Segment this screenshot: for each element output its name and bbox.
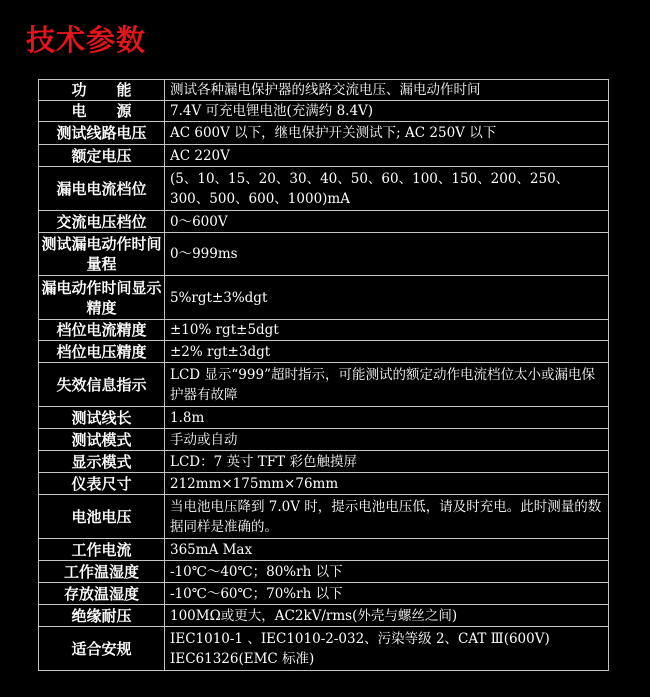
spec-value: LCD 显示“999”超时指示，可能测试的额定动作电流档位太小或漏电保护器有故障 (165, 363, 609, 407)
spec-label: 漏电动作时间显示精度 (39, 276, 165, 320)
table-row (39, 561, 609, 583)
spec-label: 档位电压精度 (39, 341, 165, 363)
spec-label: 电池电压 (39, 495, 165, 539)
spec-label: 失效信息指示 (39, 363, 165, 407)
spec-value: 0～999ms (165, 233, 609, 276)
spec-value: 365mA Max (165, 539, 609, 561)
table-row (39, 167, 609, 211)
table-row (39, 122, 609, 145)
table-row (39, 341, 609, 363)
spec-label: 测试漏电动作时间量程 (39, 233, 165, 276)
spec-table (38, 79, 609, 671)
spec-value: 5%rgt±3%dgt (165, 276, 609, 320)
spec-label: 档位电流精度 (39, 320, 165, 341)
spec-label: 电 源 (39, 101, 165, 122)
spec-value: 100MΩ或更大，AC2kV/rms(外壳与螺丝之间) (165, 605, 609, 627)
spec-label: 测试线长 (39, 407, 165, 429)
spec-label: 仪表尺寸 (39, 473, 165, 495)
spec-label: 交流电压档位 (39, 211, 165, 233)
page-title: 技术参数 (26, 23, 147, 57)
table-row (39, 233, 609, 276)
spec-label: 适合安规 (39, 627, 165, 671)
spec-value: 1.8m (165, 407, 609, 429)
table-row (39, 320, 609, 341)
spec-value: 0～600V (165, 211, 609, 233)
spec-value: AC 600V 以下，继电保护开关测试下; AC 250V 以下 (165, 122, 609, 145)
spec-label: 漏电电流档位 (39, 167, 165, 211)
spec-label: 测试模式 (39, 429, 165, 451)
spec-label: 显示模式 (39, 451, 165, 473)
table-row (39, 495, 609, 539)
table-row (39, 627, 609, 671)
spec-value: ±10% rgt±5dgt (165, 320, 609, 341)
spec-value: 7.4V 可充电锂电池(充满约 8.4V) (165, 101, 609, 122)
spec-value: (5、10、15、20、30、40、50、60、100、150、200、250、300、500、600、1000)mA (165, 167, 609, 211)
table-row (39, 473, 609, 495)
spec-label: 绝缘耐压 (39, 605, 165, 627)
spec-value: ±2% rgt±3dgt (165, 341, 609, 363)
spec-value: 手动或自动 (165, 429, 609, 451)
table-row (39, 211, 609, 233)
spec-value: AC 220V (165, 145, 609, 167)
spec-label: 额定电压 (39, 145, 165, 167)
table-row (39, 101, 609, 122)
table-row (39, 583, 609, 605)
spec-label: 测试线路电压 (39, 122, 165, 145)
spec-value: 212mm×175mm×76mm (165, 473, 609, 495)
spec-value: -10℃～40℃；80%rh 以下 (165, 561, 609, 583)
table-row (39, 363, 609, 407)
table-row (39, 451, 609, 473)
spec-value: 测试各种漏电保护器的线路交流电压、漏电动作时间 (165, 80, 609, 101)
spec-value: LCD：7 英寸 TFT 彩色触摸屏 (165, 451, 609, 473)
table-row (39, 407, 609, 429)
table-row (39, 539, 609, 561)
spec-value: IEC1010-1 、IEC1010-2-032、污染等级 2、CAT Ⅲ(600V) IEC61326(EMC 标准) (165, 627, 609, 671)
spec-value: -10℃～60℃；70%rh 以下 (165, 583, 609, 605)
spec-label: 工作电流 (39, 539, 165, 561)
spec-label: 存放温湿度 (39, 583, 165, 605)
table-row (39, 429, 609, 451)
table-row (39, 276, 609, 320)
spec-label: 功 能 (39, 80, 165, 101)
table-row (39, 605, 609, 627)
spec-label: 工作温湿度 (39, 561, 165, 583)
table-row (39, 145, 609, 167)
table-row (39, 80, 609, 101)
spec-value: 当电池电压降到 7.0V 时，提示电池电压低，请及时充电。此时测量的数据同样是准确的。 (165, 495, 609, 539)
